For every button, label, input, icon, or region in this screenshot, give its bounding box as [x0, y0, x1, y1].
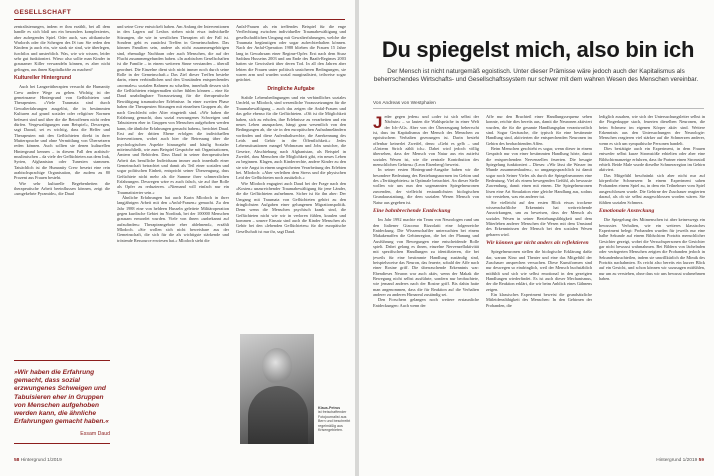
paragraph: [599, 146, 705, 173]
left-footer: [14, 458, 62, 463]
paragraph-text: Wie sehr kulturelle Begebenheiten die therapeutische Arbeit beeinflussen können, zeigt die »umgekehrte Pyramide«, die Daud: [14, 180, 110, 197]
subheading: Dringliche Aufgabe: [267, 85, 315, 92]
paragraph-text: Im Jahr 1992 machte ein Team von Neurologen rund um den Italiener Giacomo Rizzolatti eine folgenreiche Entdeckung. Die Wissenschaftler untersuchten bei einem Makakenaffen die Gehirnregion, die bei der Planung und Ausführung von Bewegungen eine entscheidende Rolle spielt. Dabei gelang es ihnen, einzelne Nervenzellaktivität mit spezifischen Handlungen zu identifizieren, die bei jeweils für eine bestimmte Handlung zuständig sind, beispielsweise das Neuron, das feuerte, sobald der Affe nach einer Rosine griff. Die überraschende Erkenntnis war: Ebendieses Neuron war auch aktiv, wenn der Makak die Bewegung nicht selbst ausführte, sondern nur beobachtete, wie jemand anderes nach der Rosine griff. Bis dahin hatte man angenommen, dass die für Reaktion auf die Verhalten anderer zu anderen Hirnareal zuständig sei.: [373, 217, 479, 297]
paragraph: [236, 95, 346, 181]
paragraph: [486, 146, 592, 199]
paragraph: [236, 181, 346, 234]
article-lead: Der Mensch ist nicht naturgemäß egoistisch. Unter dieser Prämisse wäre jedoch auch der Kapitalismus als beherrschendes Wirtschafts- und Gesellschaftssystem nur schwer mit dem wahren Wesen des Menschen vereinbar.: [373, 68, 699, 84]
paragraph-text: Sie vielleicht auf den ersten Blick etwas trockene wissenschaftliche Erkenntnis hat weitreichende Auswirkungen, um zu beweisen, dass der Mensch als soziales Wesen in seiner Beziehungsfähigkeit und dem Miterleben anderer Menschen die Wesen mit dem Umstand des Erkenntnissen der Mensch bei den sozialen Wesen gebaren wird.: [486, 199, 592, 237]
pull-quote: [14, 360, 110, 444]
pull-quote-author: Essam Daud: [80, 431, 110, 438]
photo-caption-name: Klaus-Petrus: [318, 406, 341, 410]
right-footer: [656, 458, 704, 463]
paragraph-text: Ein klassisches Experiment beweist die grundsätzliche Mitleidensfähigkeit des Menschen: In den Gehirnen der Probanden, die: [486, 292, 592, 308]
section-rule: [14, 19, 345, 20]
paragraph: [117, 24, 229, 195]
paragraph: [373, 217, 479, 297]
magazine-issue: Hintergrund 1/2019: [656, 458, 698, 463]
paragraph: [373, 114, 479, 167]
paragraph: [486, 292, 592, 308]
byline-rule: [373, 108, 704, 109]
right-page: [359, 0, 714, 476]
paragraph-text: und seine Crew entwickelt haben. Am Anfang der Interventionen in den Lagern auf Lesbos stehen nicht etwa individuelle Sitzungen, die wie in westlichen Therapien oft der Fall ist. Sondern geht es zunächst Treffen in Gemeinschaften. Das können Familien sein, andere als nicht zusammengehörigen sind, ehemalige Nachbarn oder auch Menschen, die auf der Flucht zusammengefunden haben. »In arabischen Gesellschaften ist die Familie – in einem weiteren Sinne verstanden – überall geordnet. Die Einzelne dient sich nicht immer noch durch seine Rolle in der Gemeinschaft.« Das Ziel dieser Treffen bestehe darin, einen verbindlichen und den Umständen entsprechendes »normales« sozialen Rahmen zu schaffen, innerhalb dessen sich die Geflüchteten einigermaßen sicher fühlen können – eine für Daud unabdingbare Voraussetzung für die therapeutische Bewältigung traumatischer Erlebnisse. In einer zweiten Phase haben die Therapeuten Sitzungen mit einzelnen Gruppen ab, die nach Geschlecht oder Alter eingeteilt sind. »Wir haben die Erfahrung gemacht, dass sozial erzwungenes Schweigen und Tabuisieren eher in Gruppen von Menschen aufgehoben werden kann, die ähnliche Erfahrungen gemacht haben«, berichtet Daud. Erst auf der dritten Ebene erfolgen die individuellen Interventionen, wobei auch hier die Betreuung über die psychologischen Aspekte hinausgeht und häufig Sozialer miteinschließt, wie zum Beispiel Gespräche mit Organisationen, Ämtern und Behörden. Dass Daud in seiner therapeutischen Arbeit das berufliche Individuum immer auch innerhalb einer Gemeinschaft betrachtet und damit als Teil einer sozialen und sogar politischen Einheit, entspricht seiner Überzeugung, dass Gefüchtete nicht mehr als die Summe ihrer schmerzlichen Erfahrungen. Deswegen wäre es auch falsch, sie auf ihre Rolle als Opfer zu reduzieren. »Niemand will einfach nur ein Traumatisierter sein.«: [117, 24, 229, 195]
photo-head: [262, 348, 292, 384]
paragraph-text: Ähnliche Erfahrungen hat auch Karin Mlodoch in ihrer langjährigen Arbeit mit den »Anfal-Frauen« gemacht. Zu den Jahr 1988 eine von heldeen Husseln geleitete Militäroperation gegen kurdische Gebiet im Nordirak, bei der 100000 Menschen grausam ermordet wurden. Viele von ihnen »unbekannt auf aufzufinden« Therapieangebote eher ablehnend«, erzählt Mlodoch. »Sie wollen sich nicht beweisbare aus der Gemeinschaft, die sich für die als wichtigste stärkende und tröstende Ressource erwiesen hat.« Mlodoch sieht die: [117, 195, 229, 243]
subheading: Emotionale Ansteckung: [599, 207, 655, 214]
paragraph-text: zentralisierungen, indem er ihm erzählt, bei all dem handle es sich bloß um ein besonders komplexiertes, aber aufregendes Spiel. Oder auch, was afrikanische Warlords oder die Schergen des IS tun: Sie reden den Kindern ja auch ein, wie stark sie sind, wie überlegen, furchtlos und unsterblich. Was, wie wir wissen, leider sehr gut funktioniert. Wieso also sollte man Kinder in grausamer Killer verwandeln können, es aber nicht gelingen, aus ihnen Kapitalkräfte zu machen?: [14, 24, 110, 72]
author-photo: [240, 334, 314, 444]
paragraph-text: Affe nur den Bruchteil einer Handlungssequenz sehen konnte, reichte dies bereits aus, damit die Neuronen aktiviert wurden, die für die gesamte Handlungsplan verantwortlich sind. Sogar Geräusche, die typisch für eine bestimmte Handlung sind, aktivierten die entsprechenden Neuronen im Gehirn des beobachtenden Affen.: [486, 114, 592, 146]
paragraph: [236, 24, 346, 83]
photo-body: [248, 386, 308, 444]
paragraph: [373, 167, 479, 204]
paragraph: [599, 217, 705, 281]
paragraph-text: Stabile Lebensbedingungen und ein verbindliches soziales Umfeld, so Mlodoch, sind wesentliche Voraussetzungen für die Traumabewältigung – auch das zeigen die Anfal-Frauen und das gelte ebenso für die Geflüchteten. »Oft ist die Möglichkeit haben, sich zu erholen, ihre Erlebnisse zu verarbeiten und ein neues Leben anzupacken, hängt ganz wesentlich von den Bedingungen ab, die sie in den europäischen Aufnahmeländern vorfinden und diese Aufenthaltsrechte, die Anerkennung des Leids und Gehör in der Öffentlichkeit.« Jedes Lebenssituationen mangel Wohnraum und Jobs unsicher, die Gesetze, Abschiebung nach Afghanistan, als Beispiel in Zweifel, dass Menschen die Möglichkeit gibt, ein neues Leben zu beginnen. Klagen, auch Kinderrechte, andere Kinder zu den sie wie Angst in einem ungesicherten Verarbeitung des Erlebten bei. Mlodoch: »Aber verleihen dem Stress und die physischen Leid der Geflüchteten noch zusätzlich.«: [236, 95, 346, 181]
subheading: Eine bahnbrechende Entdeckung: [373, 207, 451, 214]
paragraph-text: Spiegelneuronen stellen die biologische Erklärung dafür dar, warum Kino und Theater und eine das Mitgefühl der Zuschauer ansprechen versuchen. Diese Kunstformen sind nur deswegen so eindringlich, weil der Mensch buchstäblich mitfühlt und sich wie selbst emotional in den gezeigten Handlungen wiederfindet. Es ist auch dieser Mechanismus, der die Reaktion erklärt, die wir beim Anblick eines Gähnens zeigen.: [486, 249, 592, 292]
paragraph-text: Das Mitgefühl beschränkt sich aber nicht nur auf körperliche Schmerzen: In einem Experiment sahen Probanden einem Spiel zu, in dem ein Teilnehmer vom Spiel ausgeschlossen wurde. Die Gehirne der Zuschauer reagierten darauf, als ob sie selbst ausgeschlossen worden wären. Sie fühlten sozialen Schmerz.: [599, 172, 705, 205]
paragraph-text: Die Spiegelung des Mitmenschen ist aber keineswegs ein bewusstes Verhalten, wie ein weiteres klassisches Experiment belegt: Probanden wurden für jeweils nur eine halbe Sekunde auf einem Bildschirm Porträts menschlicher Gesichter gezeigt, wobei die Versuchspersonen die Gesichter gar nicht bewusst wahrnahmen. Bei Bildern von lächelnden oder verärgerten Menschen zeigten die Probanden jedoch in Sekundenbruchteilen, indem sie unwillkürlich die Mimik des Porträts nachahmten. Es reicht also bereits ein kurzer Blick auf ein Gesicht, und schon können wir sozusagen mitfühlen, nur um zu verstehen, ohne dass wir uns bewusst wahrnehmen haben.: [599, 217, 705, 281]
paragraph-text: Auch bei Langzeittherapien versucht die Humanity Crew andere Wege zu gehen. Wichtig ist der gemeinsame Hintergrund von Geflüchteten und Therapeuten. »Viele Traumata sind durch Gewalterfahrungen ausgelöst, die in bestimmten Kulturen auf grund sozialer oder religiöser Normen befeuert sind und über die die Betroffenen nicht reden dürfen. Vergewaltigungen zum Beispiel«, Deswegen, sagt Daoud, sei es wichtig, dass die Helfer und Therapeuten mit den Geflüchteten direkt in ihrer Muttersprache und ohne Vermittlung von Übersetzern reden können. Auch sollten sie denen kulturellen Hintergrund kennen – in diesem Fall den arabisch-muslimischen – da viele der Geflüchteten aus dem Irak, Syrien, Afghanistan oder Tunesien stammen. Tatsächlich ist die Humanity Crew besetzt eine rein arabischsprachige Organisation, die zudem zu 80 Prozent aus Frauen besteht.: [14, 84, 110, 181]
right-column-1: [373, 114, 479, 452]
paragraph-text: Wie Mlodoch engagiert auch Daud bei der Frage nach den »Kosten« unzureichender Traumabewältigung für jene Länder, die die Geflüchteten aufnehmen. Sicher ist für ihn aber: Der Umgang mit Traumata von Geflüchteten gehört zu den dringlichsten Aufgaben einer gelungenen Migrationspolitik. Denn wenn die Menschen psychisch krank sind, die Geflüchteten nicht wie wir in verloren fühlen, kraulen und kommen – unsere Einsatz sind auch die Kinder Menschen als Gehör bei den »lebenden Geflüchteten« für die europäische Gesellschaft ist nur ihr, sagt Daud.: [236, 180, 346, 234]
paragraph: [486, 249, 592, 292]
paragraph: [14, 181, 110, 197]
photo-caption-text: ist freischaffender Fotojournalist aus Bern und beschreibt regelmäßig aus Krisengebieten.: [318, 410, 351, 433]
paragraph: [373, 297, 479, 308]
paragraph: [486, 200, 592, 237]
left-column-3: [236, 24, 346, 330]
left-page: [0, 0, 355, 476]
paragraph-text: Den Forschern gelangen noch weitere erstaunliche Entdeckungen: Auch wenn der: [373, 297, 479, 308]
byline: Von Andreas von Westphalen: [373, 101, 436, 106]
subheading: Wir können gar nicht anders als reflektieren: [486, 239, 589, 246]
article-headline: Du spiegelst mich, also bin ich: [381, 37, 695, 62]
drop-cap: J: [373, 114, 383, 132]
paragraph: [599, 114, 705, 146]
subheading: Kultureller Hintergrund: [14, 75, 72, 82]
right-column-3: [599, 114, 705, 452]
paragraph-text: eder gegen jeden« und »oder ist sich selbst der Nächste« – so lauten die Wahlsprüche in einer Welt der Ich-AGs. Aber von der Überzeugung beherrscht ist, dass im Kapitalismus der Mensch des Menschen zu egoistischem Verhalten gezwungen ist. Darin besteht offenbar keinerlei Zweifel, denn: »Geht es gelb – und »Unterm Strich zählt ich«. Dabei wird jedoch völlig übersehen, dass der Mensch von Natur aus ein zutiefst soziales Wesen ist, wie die zentrale Kontribution des menschlichen Gehirns« (Leon Eisenberg) beweist.: [373, 114, 479, 168]
paragraph: [14, 24, 110, 72]
paragraph-text: In seiner ersten Hintergrund-Ausgabe haben wir die besondere Bedeutung des Beziehungsnormen im Gehirn und des »Tertiärgebietes« in Optimale betrachtet. An dieser Stelle wollen wir uns nun den sogenannten Spiegelneuronen zuwenden, der vielleicht erstaunlichsten biologischen Grundausstattung, die dem sozialen Wesen Mensch von Natur aus gegeben ist.: [373, 167, 479, 205]
paragraph-text: Dies bestätigte auch ein Experiment, in dem Frauen entweder selbst kurze Stromstöße erhielten oder aber eine Bildschirmanzeige erfuhren, dass ihr Partner einen Stromstoß erhielt. Beide Male wurde dieselbe Schmerzregion im Gehirn aktiviert.: [599, 146, 705, 173]
page-number: 58: [14, 458, 20, 463]
paragraph: [117, 195, 229, 243]
magazine-issue: Hintergrund 1/2019: [20, 458, 62, 463]
page-number: 59: [698, 458, 704, 463]
left-column-2: [117, 24, 229, 452]
paragraph: [14, 84, 110, 180]
paragraph-text: Anfal-Frauen als ein treffendes Beispiel für die enge Verflechtung zwischen individueller Traumabewältigung und gesellschaftlichen Umgang mit Gewalterfahrungen, welche die Traumata begünstigen oder sogar aufrechterhalten können. Nach der Anfal-Operation 1988 blieben die Frauen 15 Jahre lang in Gewahrsam einer Regime-Opfer. Erst nach dem Sturz Saddam Husseins 2003 und am Ende des Baath-Regimes 2003 hatten sie Gewissheit über deren Tod. In all den Jahren aber lebten die Frauen unter politisch unsicheren Bedingungen, sie waren arm und wurden sozial marginalisiert, teilweise sogar geächtet.: [236, 24, 346, 83]
pull-quote-text: »Wir haben die Erfahrung gemacht, dass sozial erzwungenes Schweigen und Tabuisieren eher in Gruppen von Menschen aufgehoben werden kann, die ähnliche Erfahrungen gemacht haben.«: [14, 369, 109, 426]
left-column-1: [14, 24, 110, 354]
paragraph-text: lediglich zusahen, wie sich der Untersuchungsleiter selbst in die Fingerkuppe stach, feuerten dieselben Neuronen, die beim Schmerz im eigenen Körper aktiv sind. Weitere Erkenntnis aus den Untersuchungen der Neurologie: Menschen reagieren viel stärker auf die Schmerzen anderer, wenn es sich um sympathische Personen handelt.: [599, 114, 705, 146]
section-label: GESELLSCHAFT: [14, 9, 72, 16]
paragraph: [599, 173, 705, 205]
photo-caption: [318, 406, 352, 432]
right-column-2: [486, 114, 592, 452]
paragraph: [486, 114, 592, 146]
paragraph-text: Beim Menschen geschieht es sogar, wenn dieser in einem Gespräch nur von einer bestimmten Handlung hörte, damit die entsprechenden Nervenzellen feuerten. Die besagte Spiegelung funktioniert – Dieses: »Wir lässt die Wasser im Munde zusammenlaufen«, so umgangssprachlich ist damit sogar noch Seiner Vieles als durch die Spiegelneuronen eine Bedeutung. Viel als einem bewegenden Gefühl, als bewusste Zuwendung, damit einen mit einem. Die Spiegelneuronen lösen eine Art Simulation eine gleiche Handlung aus, sodass wir verstehen, was ein anderer tut.: [486, 146, 592, 200]
